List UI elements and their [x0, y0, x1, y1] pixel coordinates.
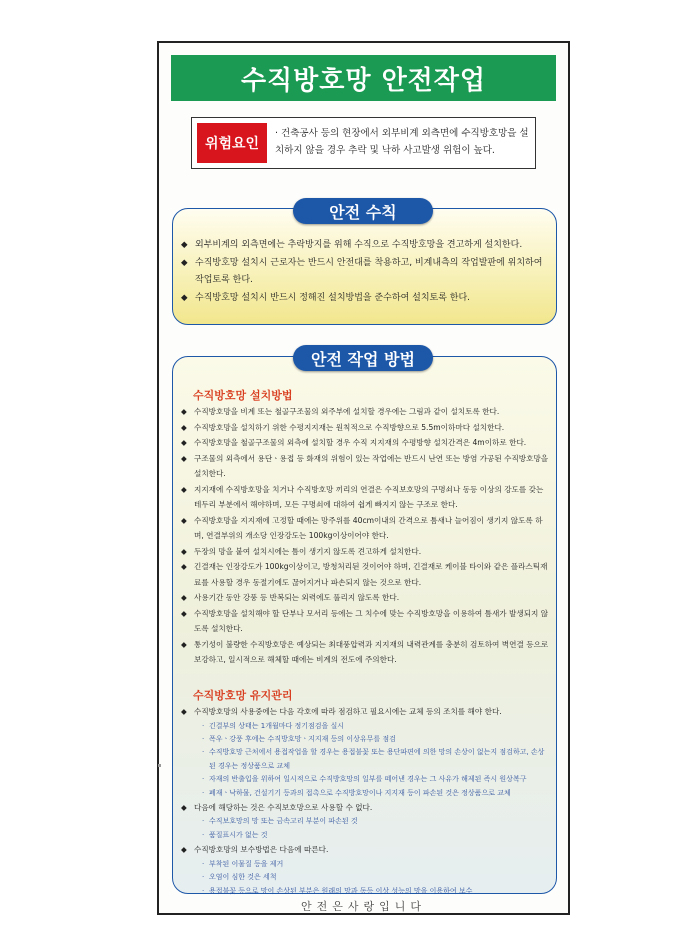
- safety-rules-panel: [172, 208, 557, 325]
- install-item: ◆ 지지재에 수직방호망을 치거나 수직방호망 끼리의 연결은 수직보호망의 구명쇠나 동등 이상의 강도를 갖는 테두리 부분에서 해야하며, 모든 구명쇠에 대하여 쉽게 빠지지 않는 구조로 한다.: [181, 482, 549, 513]
- maintenance-sublist: [194, 720, 549, 800]
- safety-rule-item: ◆ 외부비계의 외측면에는 추락방지를 위해 수직으로 수직방호망을 견고하게 설치한다.: [181, 237, 546, 255]
- scan-speck: [158, 764, 161, 767]
- work-methods-panel: [172, 356, 557, 894]
- install-method-heading: 수직방호망 설치방법: [193, 389, 293, 402]
- maintenance-subitem: · 폐재ㆍ낙하물, 건설기기 등과의 접촉으로 수직방호망이나 지지재 등이 파손된 것은 정상품으로 교체: [202, 787, 549, 800]
- install-item: ◆ 구조물의 외측에서 용단ㆍ용접 등 화재의 위험이 있는 작업에는 반드시 난연 또는 방염 가공된 수직방호망을 설치한다.: [181, 451, 549, 482]
- maintenance-subitem: · 자재의 반출입을 위하여 일시적으로 수직방호망의 일부를 떼어낸 경우는 그 사유가 해제된 즉시 원상복구: [202, 773, 549, 786]
- maintenance-sublist: [194, 815, 549, 842]
- maintenance-item-text: 수직방호망의 보수방법은 다음에 따른다.: [194, 845, 329, 855]
- maintenance-subitem: · 부착된 이물질 등을 제거: [202, 858, 549, 871]
- maintenance-item-text: 수직방호망의 사용중에는 다음 각호에 따라 점검하고 필요시에는 교체 등의 조치를 해야 한다.: [194, 707, 502, 716]
- maintenance-item: [181, 704, 549, 800]
- hazard-box: [191, 117, 536, 169]
- install-item: ◆ 사용기간 동안 강풍 등 반복되는 외력에도 풀리지 않도록 한다.: [181, 590, 549, 606]
- hazard-label: 위험요인: [197, 123, 267, 163]
- install-item: ◆ 통기성이 불량한 수직방호망은 예상되는 최대풍압력과 지지재의 내력관계를 충분히 검토하여 벽연결 등으로 보강하고, 일시적으로 해체할 때에는 비계의 전도에 주의한다.: [181, 637, 549, 668]
- install-item: ◆ 두장의 망을 붙여 설치시에는 틈이 생기지 않도록 견고하게 설치한다.: [181, 544, 549, 560]
- install-item: ◆ 긴결재는 인장강도가 100kg이상이고, 방청처리된 것이어야 하며, 긴결재로 케이블 타이와 같은 플라스틱재료를 사용할 경우 동절기에도 끊어지거나 파손되지 않는 것으로 한다.: [181, 559, 549, 590]
- install-item: ◆ 수직방호망을 비계 또는 철골구조물의 외주부에 설치할 경우에는 그림과 같이 설치토록 한다.: [181, 404, 549, 420]
- safety-rule-item: ◆ 수직방호망 설치시 반드시 정해진 설치방법을 준수하여 설치토록 한다.: [181, 290, 546, 308]
- maintenance-subitem: · 긴결부의 상태는 1개월마다 정기점검을 실시: [202, 720, 549, 733]
- footer-slogan: 안전은사랑입니다: [300, 900, 426, 913]
- work-methods-heading: 안전 작업 방법: [293, 345, 433, 371]
- safety-rules-list: [181, 237, 546, 307]
- install-item: ◆ 수직방호망을 설치하기 위한 수평지지재는 원칙적으로 수직방향으로 5.5m이하마다 설치한다.: [181, 420, 549, 436]
- maintenance-subitem: · 오염이 심한 것은 세척: [202, 871, 549, 884]
- safety-poster: [157, 41, 570, 915]
- install-method-list: [181, 404, 549, 668]
- page-title: 수직방호망 안전작업: [171, 55, 556, 101]
- hazard-text: · 건축공사 등의 현장에서 외부비계 외측면에 수직방호망을 설치하지 않을 경우 추락 및 낙하 사고발생 위험이 높다.: [275, 128, 529, 156]
- safety-rule-item: ◆ 수직방호망 설치시 근로자는 반드시 안전대를 착용하고, 비계내측의 작업발판에 위치하여 작업토록 한다.: [181, 255, 546, 290]
- safety-rules-heading: 안전 수칙: [293, 198, 433, 224]
- maintenance-heading: 수직방호망 유지관리: [193, 689, 293, 702]
- maintenance-list: [181, 704, 549, 898]
- maintenance-subitem: · 수직보호망의 망 또는 금속고리 부분이 파손된 것: [202, 815, 549, 828]
- maintenance-subitem: · 용접불꽃 등으로 망이 손상된 부분은 원래의 망과 동등 이상 성능의 망을 이용하여 보수: [202, 885, 549, 898]
- maintenance-item: [181, 800, 549, 842]
- install-item: ◆ 수직방호망을 철골구조물의 외측에 설치할 경우 수직 지지재의 수평방향 설치간격은 4m이하로 한다.: [181, 435, 549, 451]
- maintenance-subitem: · 폭우ㆍ강풍 후에는 수직방호망ㆍ지지재 등의 이상유무를 점검: [202, 733, 549, 746]
- install-item: ◆ 수직방호망을 지지재에 고정할 때에는 망주위를 40cm이내의 간격으로 틈새나 늘어짐이 생기지 않도록 하며, 연결부위의 개소당 인장강도는 100kg이상이어야 한다.: [181, 513, 549, 544]
- maintenance-subitem: · 수직방호망 근처에서 용접작업을 할 경우는 용접불꽃 또는 용단파편에 의한 망의 손상이 없는지 점검하고, 손상된 경우는 정상품으로 교체: [202, 746, 549, 773]
- maintenance-item: [181, 842, 549, 898]
- maintenance-item-text: 다음에 해당하는 것은 수직보호망으로 사용할 수 없다.: [194, 802, 373, 812]
- install-item: ◆ 수직방호망을 설치해야 할 단부나 모서리 등에는 그 치수에 맞는 수직방호망을 이용하여 틈새가 발생되지 않도록 설치한다.: [181, 606, 549, 637]
- maintenance-sublist: [194, 858, 549, 898]
- maintenance-subitem: · 품질표시가 없는 것: [202, 829, 549, 842]
